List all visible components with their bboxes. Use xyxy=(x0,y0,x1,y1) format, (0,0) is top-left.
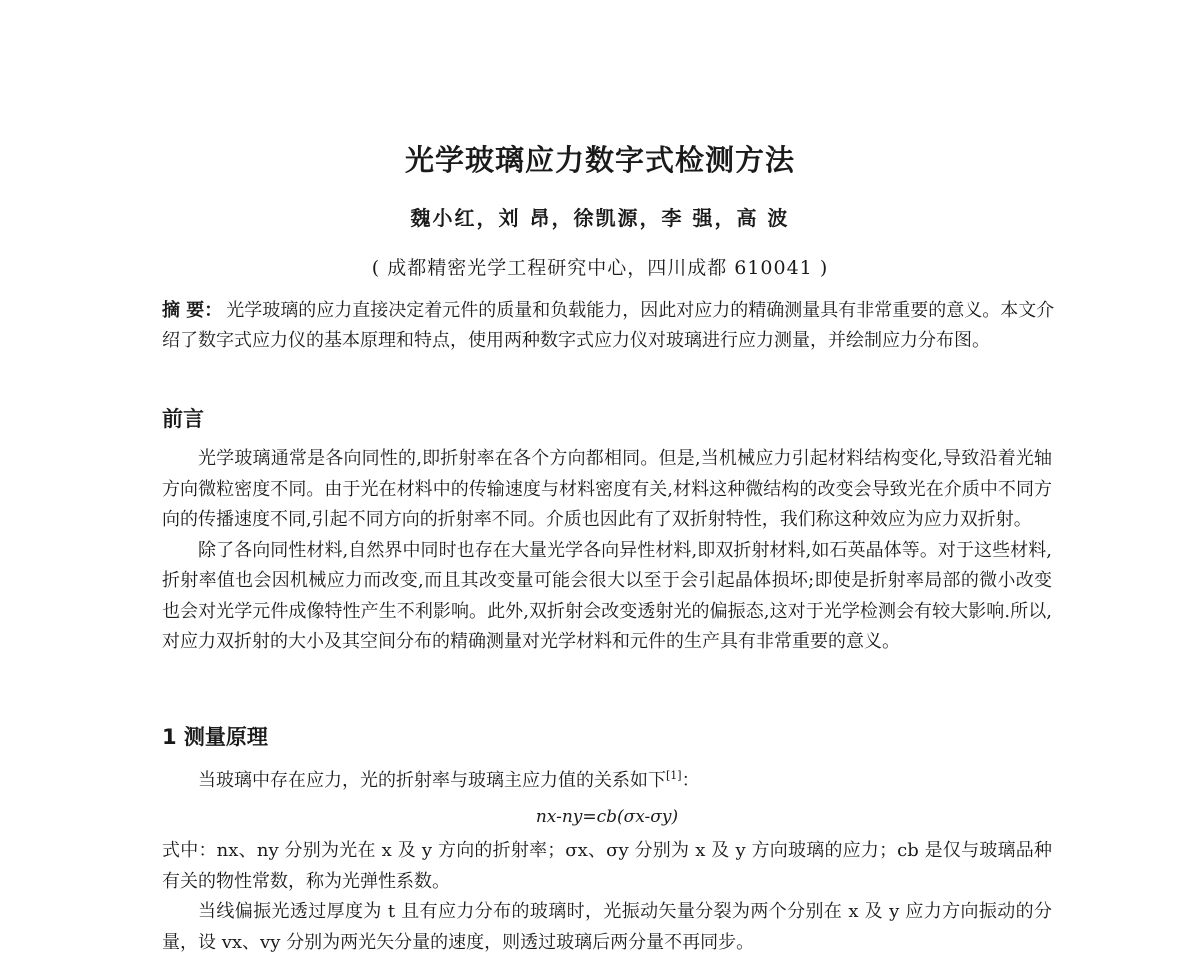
paragraph: 光学玻璃通常是各向同性的,即折射率在各个方向都相同。但是,当机械应力引起材料结构变化,导致沿着光轴方向微粒密度不同。由于光在材料中的传输速度与材料密度有关,材料这种微结构的改变会导致光在介质中不同方向的传播速度不同,引起不同方向的折射率不同。介质也因此有了双折射特性，我们称这种效应为应力双折射。 xyxy=(162,448,1052,530)
affiliation: ( 成都精密光学工程研究中心，四川成都 610041 ) xyxy=(371,257,829,279)
paragraph xyxy=(162,761,1052,797)
abstract-text: 光学玻璃的应力直接决定着元件的质量和负载能力，因此对应力的精确测量具有非常重要的意义。本文介绍了数字式应力仪的基本原理和特点，使用两种数字式应力仪对玻璃进行应力测量，并绘制应力分布图。 xyxy=(162,300,1055,351)
equation-1: nx-ny=cb(σx-σy) xyxy=(535,806,679,827)
abstract-label: 摘 要： xyxy=(162,300,223,321)
principle-intro: 当玻璃中存在应力，光的折射率与玻璃主应力值的关系如下 xyxy=(198,770,666,791)
section-heading-preface: 前言 xyxy=(162,407,204,431)
section-heading-principle: 1 测量原理 xyxy=(162,725,268,749)
principle-intro-end: ： xyxy=(681,770,700,791)
abstract xyxy=(162,296,1057,356)
paper-title: 光学玻璃应力数字式检测方法 xyxy=(404,143,795,177)
paragraph: 当线偏振光透过厚度为 t 且有应力分布的玻璃时，光振动矢量分裂为两个分别在 x 及 y 应力方向振动的分量，设 vx、vy 分别为两光矢分量的速度，则透过玻璃后两分量不再同步。 xyxy=(162,901,1052,953)
paragraph: 除了各向同性材料,自然界中同时也存在大量光学各向异性材料,即双折射材料,如石英晶体等。对于这些材料,折射率值也会因机械应力而改变,而且其改变量可能会很大以至于会引起晶体损坏;即使是折射率局部的微小改变也会对光学元件成像特性产生不利影响。此外,双折射会改变透射光的偏振态,这对于光学检测会有较大影响.所以,对应力双折射的大小及其空间分布的精确测量对光学材料和元件的生产具有非常重要的意义。 xyxy=(162,539,1052,652)
principle-body xyxy=(162,761,1052,958)
author-list: 魏小红，刘 昂，徐凯源，李 强，高 波 xyxy=(410,206,790,230)
preface-body xyxy=(162,444,1052,658)
citation-1: [1] xyxy=(666,769,682,782)
paragraph: 式中：nx、ny 分别为光在 x 及 y 方向的折射率；σx、σy 分别为 x 及 y 方向玻璃的应力；cb 是仅与玻璃品种有关的物性常数，称为光弹性系数。 xyxy=(162,840,1052,892)
